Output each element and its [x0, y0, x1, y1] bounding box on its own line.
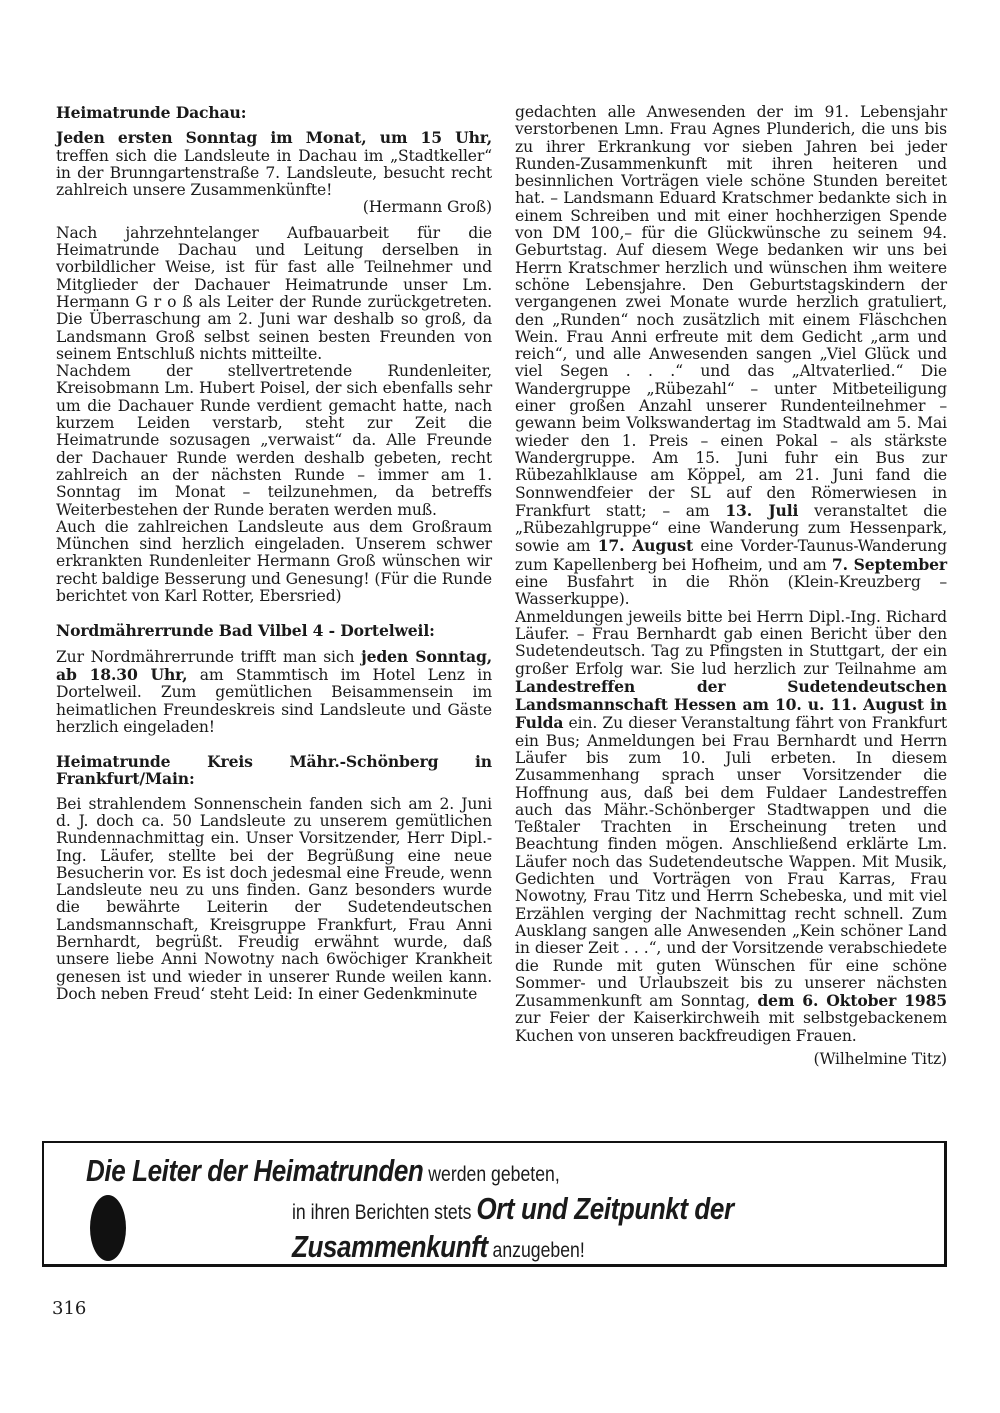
- signature: (Hermann Groß): [362, 198, 492, 217]
- paragraph: Anmeldungen jeweils bitte bei Herrn Dipl.-Ing. Richard Läufer. – Frau Bernhardt gab einen Bericht über den Sudetendeutsch. Tag zu Pfingsten in Stuttgart, der ein großer Erfolg war. Sie lud herzlich zur Teilnahme am Landestreffen der Sudetendeutschen Landsmannschaft Hessen am 10. u. 11. August in Fulda ein. Zu dieser Veranstaltung fährt von Frankfurt ein Bus; Anmeldungen bei Frau Bernhardt und Herrn Läufer bis zum 10. Juli erbeten. In diesem Zusammenhang sprach unser Vorsitzender die Hoffnung aus, daß bei dem Fuldaer Landestreffen auch das Mähr.-Schönberger Stadtwappen und die Teßtaler Trachten in Erscheinung treten und Beachtung finden mögen. Anschließend erklärte Lm. Läufer noch das Sudetendeutsche Wappen. Mit Musik, Gedichten und Vorträgen von Frau Karras, Frau Nowotny, Frau Titz und Herrn Schebeska, und mit viel Erzählen verging der Nachmittag recht schnell. Zum Ausklang sangen alle Anwesenden „Kein schöner Land in dieser Zeit . . .“, und der Vorsitzende verabschiedete die Runde mit guten Wünschen für eine schöne Sommer- und Urlaubszeit bis zu unserer nächsten Zusammenkunft am Sonntag, dem 6. Oktober 1985 zur Feier der Kaiserkirchweih mit selbstgebackenem Kuchen von unseren backfreudigen Frauen. (Wilhelmine Titz): [515, 607, 947, 1069]
- right-column: [515, 104, 947, 1068]
- bold-meeting-time: Jeden ersten Sonntag im Monat, um 15 Uhr,: [56, 128, 492, 148]
- notice-line-2: in ihren Berichten stets Ort und Zeitpunkt der: [292, 1191, 734, 1226]
- bold-event: Landestreffen der Sudetendeutschen Landsmannschaft Hessen am 10. u. 11. August in Fulda: [515, 676, 947, 733]
- paragraph: Jeden ersten Sonntag im Monat, um 15 Uhr, treffen sich die Landsleute in Dachau im „Stadtkeller“ in der Brunngartenstraße 7. Landsleute, besucht recht zahlreich unsere Zusammenkünfte!: [56, 128, 492, 200]
- paragraph: Nach jahrzehntelanger Aufbauarbeit für die Heimatrunde Dachau und Leitung derselben in vorbildlicher Weise, ist für fast alle Teilnehmer und Mitglieder der Dachauer Heimatrunde unser Lm. Hermann G r o ß als Leiter der Runde zurückgetreten. Die Überraschung am 2. Juni war deshalb so groß, da Landsmann Groß selbst seinen besten Freunden von seinem Entschluß nichts mitteilte.: [56, 223, 492, 363]
- section-title: Heimatrunde Dachau:: [56, 103, 247, 122]
- black-oval-bullet-icon: [90, 1195, 126, 1261]
- bold-date: 17. August: [597, 536, 693, 556]
- notice-box: [42, 1141, 947, 1267]
- paragraph: Zur Nordmährerrunde trifft man sich jeden Sonntag, ab 18.30 Uhr, am Stammtisch im Hotel Lenz in Dortelweil. Zum gemütlichen Beisammensein im heimatlichen Freundeskreis sind Landsleute und Gäste herzlich eingeladen!: [56, 646, 492, 736]
- notice-line-1: Die Leiter der Heimatrunden werden gebeten,: [86, 1153, 560, 1188]
- bold-date: 13. Juli: [725, 500, 799, 520]
- paragraph: Bei strahlendem Sonnenschein fanden sich am 2. Juni d. J. doch ca. 50 Landsleute zu unserem gemütlichen Rundennachmittag ein. Unser Vorsitzender, Herr Dipl.-Ing. Läufer, stellte bei der Begrüßung eine neue Besucherin vor. Es ist doch jedesmal eine Freude, wenn Landsleute neu zu uns finden. Ganz besonders wurde die bewährte Leiterin der Sudetendeutschen Landsmannschaft, Kreisgruppe Frankfurt, Frau Anni Bernhardt, begrüßt. Freudig erwähnt wurde, daß unsere liebe Anni Nowotny nach 6wöchiger Krankheit genesen ist und wieder in unserer Runde weilen kann. Doch neben Freud‘ steht Leid: In einer Gedenkminute: [56, 794, 492, 1003]
- section-title: Heimatrunde Kreis Mähr.-Schönberg in Frankfurt/Main:: [56, 752, 492, 789]
- paragraph: Nachdem der stellvertretende Rundenleiter, Kreisobmann Lm. Hubert Poisel, der sich ebenfalls sehr um die Dachauer Runde verdient gemacht hatte, nach kurzem Leiden verstarb, steht zur Zeit die Heimatrunde sozusagen „verwaist“ da. Alle Freunde der Dachauer Runde werden deshalb gebeten, recht zahlreich an der nächsten Runde – immer am 1. Sonntag im Monat – teilzunehmen, da betreffs Weiterbestehen der Runde beraten werden muß.: [56, 362, 492, 519]
- bold-date: dem 6. Oktober 1985: [757, 991, 947, 1011]
- bold-meeting-time: jeden Sonntag, ab 18.30 Uhr,: [56, 646, 492, 684]
- section-title: Nordmährerrunde Bad Vilbel 4 - Dortelweil:: [56, 621, 435, 641]
- section-nordmaehrerrunde: [56, 622, 492, 736]
- left-column: [56, 104, 492, 1003]
- paragraph: Auch die zahlreichen Landsleute aus dem Großraum München sind herzlich eingeladen. Unserem schwer erkrankten Rundenleiter Hermann Groß wünschen wir recht baldige Besserung und Genesung! (Für die Runde berichtet von Karl Rotter, Ebersried): [56, 517, 492, 606]
- paragraph: gedachten alle Anwesenden der im 91. Lebensjahr verstorbenen Lmn. Frau Agnes Plunderich, die uns bis zu ihrer Erkrankung vor sieben Jahren bei jeder Runden-Zusammenkunft mit ihren heiteren und besinnlichen Vorträgen viele schöne Stunden bereitet hat. – Landsmann Eduard Kratschmer bedankte sich in einem Schreiben und mit einer hochherzigen Spende von DM 100,– für die Glückwünsche zu seinem 94. Geburtstag. Auf diesem Wege bedanken wir uns bei Herrn Kratschmer herzlich und wünschen ihm weitere schöne Lebensjahre. Den Geburtstagskindern der vergangenen zwei Monate wurde herzlich gratuliert, den „Runden“ noch zusätzlich mit einem Fläschchen Wein. Frau Anni erfreute mit dem Gedicht „arm und reich“, und alle Anwesenden sangen „Viel Glück und viel Segen . . .“ und das „Altvaterlied.“ Die Wandergruppe „Rübezahl“ – unter Mitbeteiligung einer großen Anzahl unserer Rundenteilnehmer – gewann beim Volkswandertag im Stadtwald am 5. Mai wieder den 1. Preis – einen Pokal – als stärkste Wandergruppe. Am 15. Juni fuhr ein Bus zur Rübezahlklause am Köppel, am 21. Juni fand die Sonnwendfeier der SL auf den Römerwiesen in Frankfurt statt; – am 13. Juli veranstaltet die „Rübezahlgruppe“ eine Wanderung zum Hessenpark, sowie am 17. August eine Vorder-Taunus-Wanderung zum Kapellenberg bei Hofheim, und am 7. September eine Busfahrt in die Rhön (Klein-Kreuzberg – Wasserkuppe).: [515, 103, 947, 609]
- section-heimatrunde-maehr-schoenberg: [56, 753, 492, 1003]
- section-heimatrunde-dachau: [56, 104, 492, 605]
- bold-date: 7. September: [831, 554, 947, 574]
- page-number: 316: [52, 1298, 87, 1319]
- signature: (Wilhelmine Titz): [813, 1050, 947, 1069]
- notice-line-3: Zusammenkunft anzugeben!: [292, 1229, 585, 1264]
